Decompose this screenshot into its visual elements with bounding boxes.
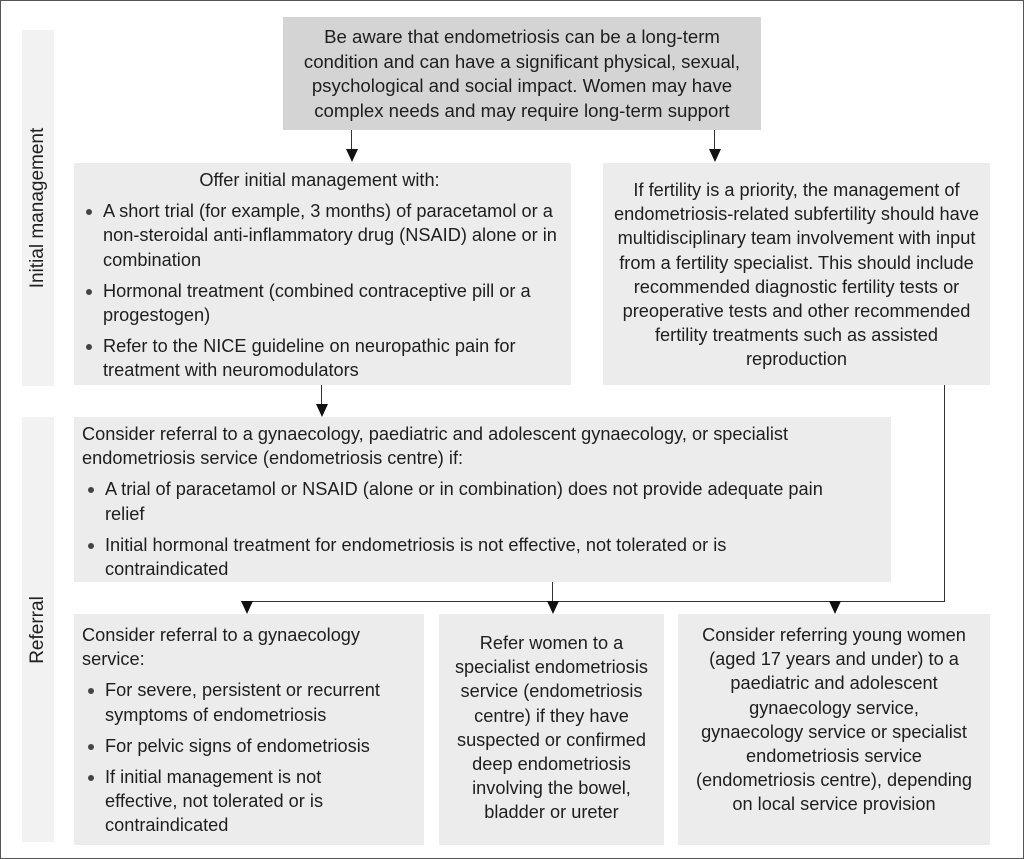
gynaecology-heading: Consider referral to a gynaecology service: <box>82 625 361 670</box>
list-item: For pelvic signs of endometriosis <box>82 734 418 758</box>
arrow-down-icon <box>316 404 328 417</box>
referral-heading: Consider referral to a gynaecology, paediatric and adolescent gynaecology, or specialist endometriosis service (endometriosis centre) if: <box>82 424 789 469</box>
list-item: Initial hormonal treatment for endometriosis is not effective, not tolerated or is contraindicated <box>82 533 881 581</box>
young-women-referral-box <box>678 614 990 845</box>
arrow-down-icon <box>709 149 721 162</box>
list-item: Refer to the NICE guideline on neuropathic pain for treatment with neuromodulators <box>80 334 559 382</box>
arrow-down-icon <box>829 601 841 614</box>
arrow-down-icon <box>241 601 253 614</box>
connector-line <box>552 582 553 602</box>
list-item: A trial of paracetamol or NSAID (alone or in combination) does not provide adequate pain relief <box>82 477 881 525</box>
initial-management-box <box>74 163 571 385</box>
fertility-box <box>603 163 990 385</box>
fertility-text: If fertility is a priority, the management of endometriosis-related subfertility should have multidisciplinary team involvement with input from a fertility specialist. This should include recommended diagnostic fertility tests or preoperative tests and other recommended fertility treatments such as assisted reproduction <box>614 180 979 370</box>
list-item: For severe, persistent or recurrent symptoms of endometriosis <box>82 678 418 726</box>
awareness-box <box>283 17 761 130</box>
initial-management-list <box>80 199 559 382</box>
list-item: If initial management is not effective, not tolerated or is contraindicated <box>82 765 418 838</box>
connector-line <box>714 130 715 150</box>
gynaecology-referral-box <box>74 614 424 845</box>
young-women-text: Consider referring young women (aged 17 years and under) to a paediatric and adolescent gynaecology service, gynaecology service or specialist endometriosis service (endometriosis centre), depending on local service provision <box>696 625 973 815</box>
arrow-down-icon <box>547 601 559 614</box>
connector-line <box>944 385 945 602</box>
section-label-text: Initial management <box>27 127 48 289</box>
arrow-down-icon <box>346 149 358 162</box>
awareness-text: Be aware that endometriosis can be a long-term condition and can have a significant physical, sexual, psychological and social impact. Women may have complex needs and may require long-term support <box>303 26 741 121</box>
section-label-initial-management <box>22 30 54 386</box>
section-label-text: Referral <box>27 595 48 664</box>
section-label-referral <box>22 417 54 842</box>
referral-box <box>74 417 891 582</box>
connector-line <box>321 385 322 405</box>
connector-line <box>351 130 352 150</box>
gynaecology-list <box>82 678 418 837</box>
specialist-text: Refer women to a specialist endometriosis service (endometriosis centre) if they have suspected or confirmed deep endometriosis involving the bowel, bladder or ureter <box>454 633 649 823</box>
specialist-referral-box <box>439 614 664 845</box>
list-item: A short trial (for example, 3 months) of paracetamol or a non-steroidal anti-inflammatory drug (NSAID) alone or in combination <box>80 199 559 272</box>
referral-list <box>82 477 881 581</box>
initial-management-heading: Offer initial management with: <box>199 170 440 190</box>
list-item: Hormonal treatment (combined contraceptive pill or a progestogen) <box>80 279 559 327</box>
